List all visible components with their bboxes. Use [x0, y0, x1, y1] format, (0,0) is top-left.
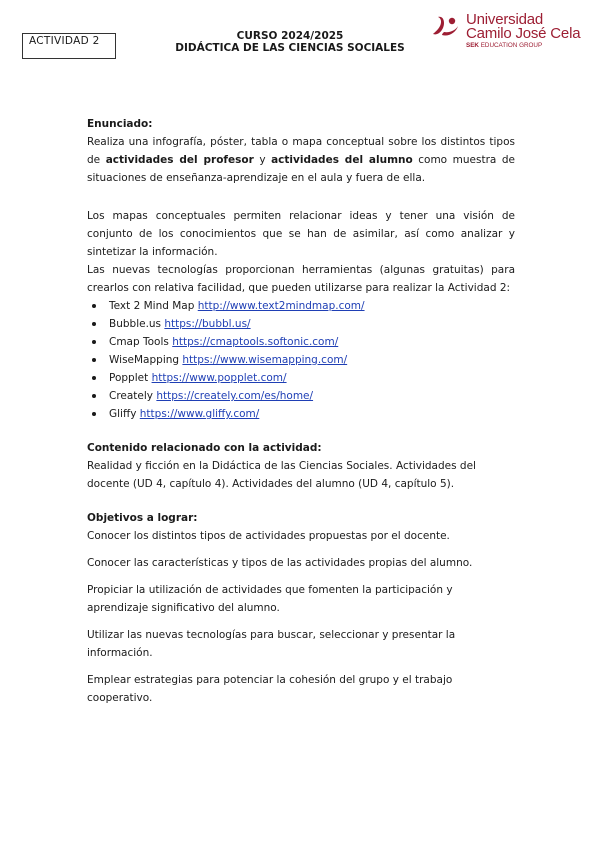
tool-name: WiseMapping: [109, 354, 180, 366]
objective-item: Utilizar las nuevas tecnologías para buscar, seleccionar y presentar la información.: [87, 629, 456, 659]
enunciado-paragraph-2: Los mapas conceptuales permiten relacionar ideas y tener una visión de conjunto de los conocimientos que se han de asimilar, así como analizar y sintetizar la información.: [87, 210, 515, 258]
tool-link[interactable]: http://www.text2mindmap.com/: [197, 300, 365, 312]
tools-list: [87, 297, 515, 423]
tool-name: Bubble.us: [109, 318, 162, 330]
course-year: CURSO 2024/2025: [236, 30, 344, 42]
objective-item: Emplear estrategias para potenciar la cohesión del grupo y el trabajo cooperativo.: [87, 674, 453, 704]
activity-label: ACTIVIDAD 2: [29, 35, 100, 47]
contenido-heading: Contenido relacionado con la actividad:: [87, 442, 322, 454]
contenido-text: Realidad y ficción en la Didáctica de las Ciencias Sociales. Actividades del docente (UD 4, capítulo 4). Actividades del alumno (UD 4, capítulo 5).: [87, 460, 476, 490]
list-item: [109, 297, 515, 315]
objective-item: Conocer las características y tipos de las actividades propias del alumno.: [87, 557, 473, 569]
list-item: [109, 315, 515, 333]
list-item: [109, 387, 515, 405]
enunciado-paragraph-1: [87, 133, 515, 187]
p1-text-a: Realiza una infografía, póster, tabla o mapa conceptual sobre los distintos tipos de: [87, 136, 515, 166]
p1-text-c: y: [253, 154, 272, 166]
main-content: [87, 115, 515, 707]
tool-name: Text 2 Mind Map: [109, 300, 195, 312]
logo-group-rest: EDUCATION GROUP: [478, 42, 543, 49]
tool-name: Gliffy: [109, 408, 137, 420]
logo-line-2: Camilo José Cela: [466, 25, 581, 42]
tool-link[interactable]: https://cmaptools.softonic.com/: [172, 336, 339, 348]
tool-name: Cmap Tools: [109, 336, 169, 348]
objective-item: Propiciar la utilización de actividades que fomenten la participación y aprendizaje significativo del alumno.: [87, 584, 453, 614]
logo-sek: SEK: [466, 42, 479, 49]
list-item: [109, 351, 515, 369]
activity-label-box: [22, 33, 116, 59]
list-item: [109, 405, 515, 423]
tool-link[interactable]: https://www.gliffy.com/: [139, 408, 260, 420]
university-emblem-icon: [430, 14, 462, 44]
course-subject: DIDÁCTICA DE LAS CIENCIAS SOCIALES: [175, 42, 405, 54]
p1-text-d: como muestra de situaciones de enseñanza-aprendizaje en el aula y fuera de ella.: [87, 154, 516, 184]
objetivos-heading: Objetivos a lograr:: [87, 512, 198, 524]
tool-name: Popplet: [109, 372, 149, 384]
logo-group-name: [466, 42, 542, 49]
course-header: [160, 30, 420, 54]
enunciado-heading: Enunciado:: [87, 118, 153, 130]
tool-name: Creately: [109, 390, 154, 402]
list-item: [109, 333, 515, 351]
enunciado-paragraph-3: Las nuevas tecnologías proporcionan herramientas (algunas gratuitas) para crearlos con relativa facilidad, que pueden utilizarse para realizar la Actividad 2:: [87, 264, 515, 294]
tool-link[interactable]: https://www.popplet.com/: [151, 372, 287, 384]
list-item: [109, 369, 515, 387]
p1-bold-teacher: actividades del profesor: [105, 154, 254, 166]
university-logo: [430, 12, 580, 52]
p1-bold-student: actividades del alumno: [271, 154, 413, 166]
tool-link[interactable]: https://bubbl.us/: [164, 318, 251, 330]
logo-line-1: Universidad: [466, 11, 544, 28]
tool-link[interactable]: https://www.wisemapping.com/: [182, 354, 348, 366]
tool-link[interactable]: https://creately.com/es/home/: [156, 390, 314, 402]
objective-item: Conocer los distintos tipos de actividades propuestas por el docente.: [87, 530, 450, 542]
